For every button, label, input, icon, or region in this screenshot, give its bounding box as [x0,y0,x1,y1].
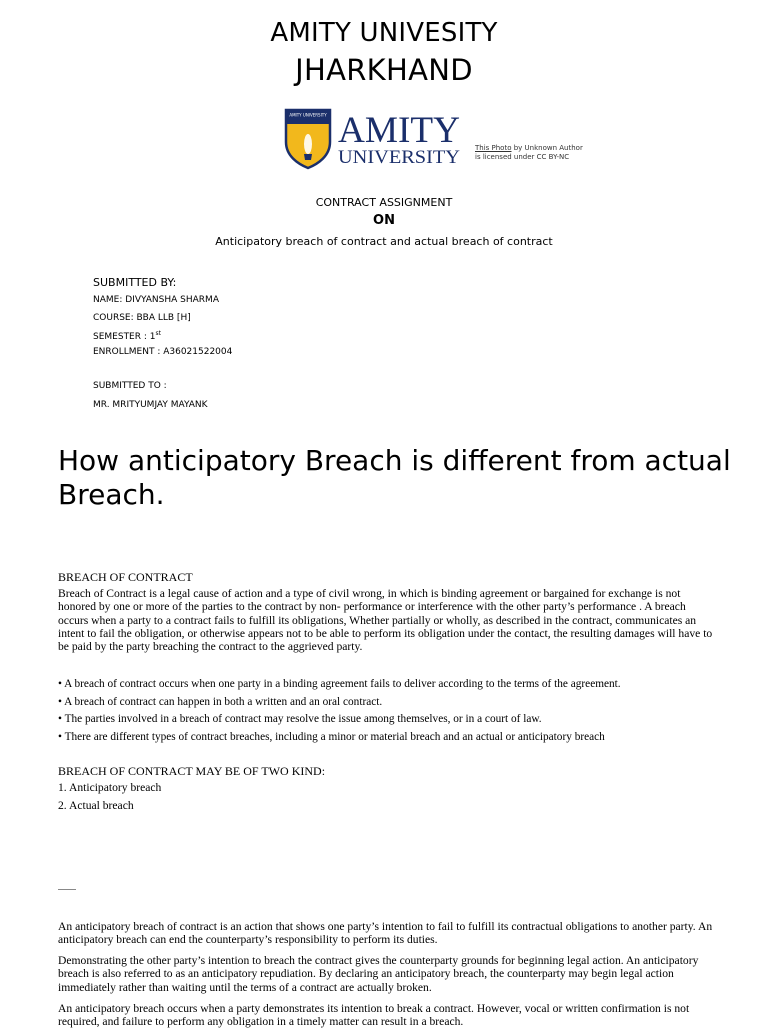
semester-text: SEMESTER : 1 [93,332,156,342]
list-item: • A breach of contract occurs when one party in a binding agreement fails to deliver according to the terms of the agreement. [58,678,621,690]
shield-text: AMITY UNIVERSITY [289,112,327,118]
photo-credit-license: is licensed under CC BY-NC [475,153,570,161]
kind-item-anticipatory: 1. Anticipatory breach [58,781,162,794]
assignment-title: CONTRACT ASSIGNMENT [315,196,453,209]
student-course: COURSE: BBA LLB [H] [93,313,191,323]
paragraph-2: Demonstrating the other party’s intention to breach the contract gives the counterparty grounds for beginning legal action. An anticipatory breach is also referred to as an anticipatory repudiation. By declaring an anticipatory breach, the counterparty may begin legal action immediately rather than waiting until the terms of a contract are actually broken. [58,954,699,994]
teacher-name: MR. MRITYUMJAY MAYANK [93,400,208,410]
semester-sup: st [155,330,161,337]
main-heading: How anticipatory Breach is different from actual Breach. [58,444,731,511]
paragraph-3: An anticipatory breach occurs when a party demonstrates its intention to break a contract. However, vocal or written confirmation is not required, and failure to perform any obligation in a timely matter can result in a breach. [58,1002,690,1029]
university-title-line2: JHARKHAND [295,53,473,87]
submitted-to-label: SUBMITTED TO : [93,381,167,391]
assignment-topic: Anticipatory breach of contract and actual breach of contract [215,235,553,248]
student-semester [93,330,161,342]
kinds-title: BREACH OF CONTRACT MAY BE OF TWO KIND: [58,764,326,778]
breach-section-paragraph: Breach of Contract is a legal cause of action and a type of civil wrong, in which is binding agreement or bargained for exchange is not honored by one or more of the parties to the contract by non- performance or interference with the other party’s performance . A breach occurs when a party to a contract fails to fulfill its obligations, Whether partially or wholly, as described in the contract, communicates an intent to fail the obligation, or otherwise appears not to be able to perform its obligation under the contact, the resulting damages will have to be paid by the party breaching the contract to the aggrieved party. [58,587,713,654]
list-item: • A breach of contract can happen in both a written and an oral contract. [58,695,383,708]
photo-credit-author: by Unknown Author [511,144,583,152]
logo-word-university: UNIVERSITY [338,147,461,168]
student-enrollment: ENROLLMENT : A36021522004 [93,347,233,357]
divider [58,889,76,890]
student-name: NAME: DIVYANSHA SHARMA [93,295,219,305]
logo-word-amity: AMITY [338,110,460,151]
submitted-by-label: SUBMITTED BY: [93,276,177,289]
paragraph-1: An anticipatory breach of contract is an action that shows one party’s intention to fail to fulfill its contractual obligations to another party. An anticipatory breach can end the counterparty’s responsibility to perform its duties. [58,920,713,947]
amity-logo [282,108,472,170]
assignment-on: ON [373,213,395,228]
photo-credit-link[interactable]: This Photo [475,144,512,152]
list-item: • There are different types of contract breaches, including a minor or material breach and an actual or anticipatory breach [58,730,605,743]
breach-section-title: BREACH OF CONTRACT [58,570,193,584]
breach-bullet-list [58,676,718,746]
list-item: • The parties involved in a breach of contract may resolve the issue among themselves, or in a court of law. [58,713,542,725]
photo-credit [475,144,583,162]
university-title-line1: AMITY UNIVESITY [270,18,498,48]
kind-item-actual: 2. Actual breach [58,799,134,812]
